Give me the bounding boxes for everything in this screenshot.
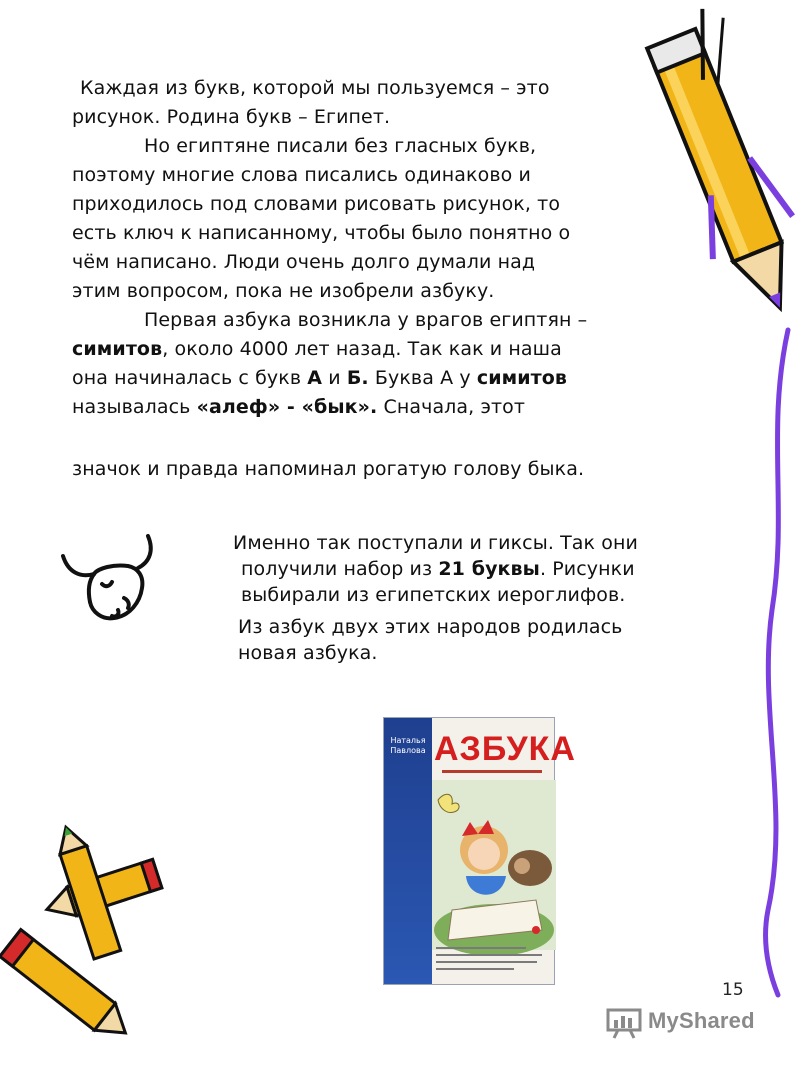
book-title: АЗБУКА xyxy=(434,730,576,768)
book-spine xyxy=(384,718,432,984)
bold-word: симитов xyxy=(72,338,163,360)
pencils-decoration-icon xyxy=(0,850,170,1050)
text-fragment: Буква А у xyxy=(368,367,477,389)
text-fragment: , около 4000 лет назад. Так как и наша xyxy=(162,338,562,360)
page-number: 15 xyxy=(722,980,744,1000)
bold-word: А xyxy=(307,367,323,389)
text-line: значок и правда напоминал рогатую голову быка. xyxy=(72,458,585,480)
azbuka-book-cover xyxy=(383,717,576,985)
text-line: Из азбук двух этих народов родилась xyxy=(238,616,623,638)
text-line xyxy=(233,556,638,582)
text-line: рисунок. Родина букв – Египет. xyxy=(72,106,391,128)
text-line: есть ключ к написанному, чтобы было понятно о xyxy=(72,222,571,244)
conclusion-paragraph xyxy=(238,614,622,666)
text-fragment: получили набор из xyxy=(241,558,439,580)
text-line: Но египтяне писали без гласных букв, xyxy=(144,135,537,157)
bold-word: 21 буквы xyxy=(438,558,540,580)
presentation-board-icon xyxy=(606,1006,644,1040)
text-line: выбирали из египетских иероглифов. xyxy=(241,584,626,606)
text-fragment: она начиналась с букв xyxy=(72,367,308,389)
book-author: Наталья Павлова xyxy=(390,736,426,755)
text-fragment: и xyxy=(322,367,347,389)
text-line: чём написано. Люди очень долго думали над xyxy=(72,251,536,273)
bold-word: «алеф» - «бык». xyxy=(196,396,378,418)
bold-word: Б. xyxy=(346,367,369,389)
text-fragment: называлась xyxy=(72,396,197,418)
book-illustration xyxy=(432,780,556,950)
bull-head-icon xyxy=(58,528,158,628)
text-line: Первая азбука возникла у врагов египтян – xyxy=(144,309,588,331)
text-line xyxy=(72,393,587,422)
book-subtitle-bar xyxy=(442,770,542,773)
hyksos-paragraph xyxy=(233,530,638,608)
watermark-text: MyShared xyxy=(648,1008,755,1033)
text-line: поэтому многие слова писались одинаково и xyxy=(72,164,531,186)
text-line: Каждая из букв, которой мы пользуемся – это xyxy=(80,77,550,99)
pencil-decoration-icon xyxy=(640,10,800,1010)
text-fragment: . Рисунки xyxy=(539,558,635,580)
text-line: Именно так поступали и гиксы. Так они xyxy=(233,532,638,554)
text-fragment: Сначала, этот xyxy=(377,396,526,418)
book-small-print xyxy=(436,942,548,975)
myshared-watermark xyxy=(606,1006,776,1040)
intro-paragraph xyxy=(72,74,587,422)
bold-word: симитов xyxy=(476,367,568,389)
text-line: новая азбука. xyxy=(238,642,378,664)
text-line xyxy=(72,364,587,393)
text-line: этим вопросом, пока не изобрели азбуку. xyxy=(72,280,495,302)
bull-head-paragraph xyxy=(72,455,584,484)
text-line xyxy=(72,335,587,364)
text-line: приходилось под словами рисовать рисунок, то xyxy=(72,193,561,215)
